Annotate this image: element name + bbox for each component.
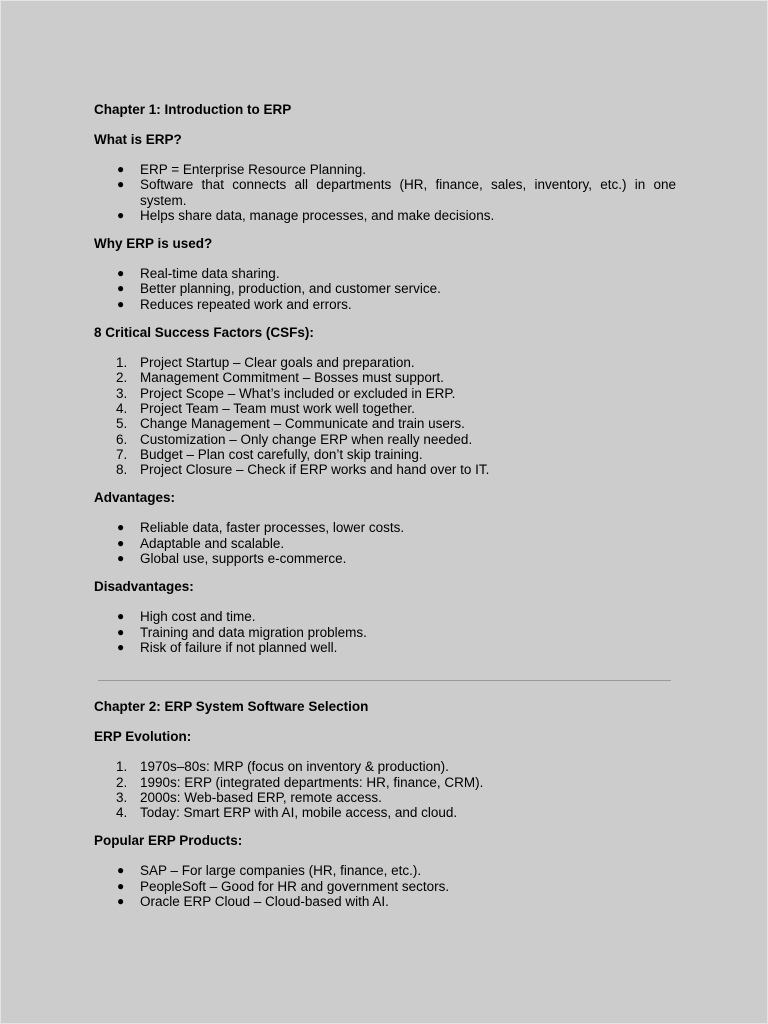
list-item-text: Adaptable and scalable. bbox=[140, 535, 285, 551]
csf-heading: 8 Critical Success Factors (CSFs): bbox=[94, 325, 314, 341]
list-item-text: Reduces repeated work and errors. bbox=[140, 296, 352, 312]
list-item-text: 1990s: ERP (integrated departments: HR, finance, CRM). bbox=[140, 774, 484, 790]
list-number: 3. bbox=[116, 789, 128, 805]
why-erp-used-heading: Why ERP is used? bbox=[94, 236, 213, 252]
bullet-icon: ● bbox=[117, 609, 125, 624]
list-item bbox=[94, 805, 676, 820]
list-item-text: Today: Smart ERP with AI, mobile access, and cloud. bbox=[140, 805, 458, 821]
list-item bbox=[94, 551, 676, 566]
list-item-text: Training and data migration problems. bbox=[140, 624, 367, 640]
list-number: 4. bbox=[116, 400, 128, 416]
bullet-icon: ● bbox=[117, 296, 125, 311]
erp-evolution-list bbox=[94, 759, 676, 820]
bullet-icon: ● bbox=[117, 177, 125, 192]
list-item-text: Project Startup – Clear goals and preparation. bbox=[140, 355, 415, 371]
list-item-text: Helps share data, manage processes, and make decisions. bbox=[140, 207, 495, 223]
advantages-heading: Advantages: bbox=[94, 490, 176, 506]
list-item-text: Software that connects all departments (HR, finance, sales, inventory, etc.) in one system. bbox=[140, 177, 676, 208]
list-item bbox=[94, 370, 676, 385]
list-item-text: Budget – Plan cost carefully, don’t skip training. bbox=[140, 446, 423, 462]
list-item bbox=[94, 879, 676, 894]
bullet-icon: ● bbox=[117, 207, 125, 222]
popular-products-heading: Popular ERP Products: bbox=[94, 833, 243, 849]
list-item bbox=[94, 790, 676, 805]
bullet-icon: ● bbox=[117, 281, 125, 296]
list-item bbox=[94, 759, 676, 774]
list-item bbox=[94, 447, 676, 462]
list-item-text: Change Management – Communicate and train users. bbox=[140, 416, 465, 432]
disadvantages-list bbox=[94, 609, 676, 655]
bullet-icon: ● bbox=[117, 639, 125, 654]
list-number: 8. bbox=[116, 462, 128, 478]
list-number: 3. bbox=[116, 385, 128, 401]
list-item-text: ERP = Enterprise Resource Planning. bbox=[140, 162, 366, 177]
list-item-text: PeopleSoft – Good for HR and government sectors. bbox=[140, 878, 450, 894]
list-item bbox=[94, 416, 676, 431]
list-item bbox=[94, 281, 676, 296]
list-item bbox=[94, 386, 676, 401]
list-item-text: Customization – Only change ERP when really needed. bbox=[140, 431, 473, 447]
list-item bbox=[94, 297, 676, 312]
csf-list bbox=[94, 355, 676, 477]
list-number: 4. bbox=[116, 805, 128, 821]
why-erp-used-list bbox=[94, 266, 676, 312]
list-item bbox=[94, 208, 676, 223]
list-number: 2. bbox=[116, 370, 128, 386]
list-item-text: High cost and time. bbox=[140, 609, 256, 625]
list-item bbox=[94, 775, 676, 790]
popular-products-list bbox=[94, 863, 676, 909]
list-number: 7. bbox=[116, 446, 128, 462]
disadvantages-heading: Disadvantages: bbox=[94, 579, 194, 595]
list-item-text: Real-time data sharing. bbox=[140, 266, 280, 282]
bullet-icon: ● bbox=[117, 162, 125, 176]
list-item bbox=[94, 401, 676, 416]
list-item-text: Project Closure – Check if ERP works and hand over to IT. bbox=[140, 462, 490, 478]
list-item-text: Risk of failure if not planned well. bbox=[140, 639, 338, 655]
list-item bbox=[94, 177, 676, 208]
chapter-2-title: Chapter 2: ERP System Software Selection bbox=[94, 699, 369, 715]
bullet-icon: ● bbox=[117, 624, 125, 639]
list-number: 1. bbox=[116, 759, 128, 775]
erp-evolution-heading: ERP Evolution: bbox=[94, 729, 192, 745]
chapter-1-title: Chapter 1: Introduction to ERP bbox=[94, 102, 292, 117]
bullet-icon: ● bbox=[117, 878, 125, 893]
list-item bbox=[94, 162, 676, 177]
list-item bbox=[94, 640, 676, 655]
bullet-icon: ● bbox=[117, 894, 125, 909]
bullet-icon: ● bbox=[117, 863, 125, 878]
list-item bbox=[94, 625, 676, 640]
list-item bbox=[94, 432, 676, 447]
list-item bbox=[94, 462, 676, 477]
bullet-icon: ● bbox=[117, 551, 125, 566]
list-number: 6. bbox=[116, 431, 128, 447]
list-item-text: Reliable data, faster processes, lower costs. bbox=[140, 520, 405, 536]
list-item-text: Global use, supports e-commerce. bbox=[140, 551, 347, 567]
list-item-text: Better planning, production, and customer service. bbox=[140, 281, 441, 297]
bullet-icon: ● bbox=[117, 520, 125, 535]
list-item-text: Management Commitment – Bosses must support. bbox=[140, 370, 444, 386]
list-item bbox=[94, 520, 676, 535]
list-item-text: Oracle ERP Cloud – Cloud-based with AI. bbox=[140, 894, 389, 910]
what-is-erp-heading: What is ERP? bbox=[94, 132, 182, 147]
list-item bbox=[94, 863, 676, 878]
list-item-text: 1970s–80s: MRP (focus on inventory & production). bbox=[140, 759, 449, 775]
list-item-text: SAP – For large companies (HR, finance, etc.). bbox=[140, 863, 422, 879]
bullet-icon: ● bbox=[117, 266, 125, 281]
list-number: 2. bbox=[116, 774, 128, 790]
advantages-list bbox=[94, 520, 676, 566]
list-item bbox=[94, 894, 676, 909]
list-item bbox=[94, 355, 676, 370]
what-is-erp-list bbox=[94, 162, 676, 223]
list-item bbox=[94, 266, 676, 281]
list-item bbox=[94, 609, 676, 624]
list-number: 1. bbox=[116, 355, 128, 371]
bullet-icon: ● bbox=[117, 535, 125, 550]
list-item-text: 2000s: Web-based ERP, remote access. bbox=[140, 789, 382, 805]
list-item-text: Project Team – Team must work well together. bbox=[140, 400, 415, 416]
list-number: 5. bbox=[116, 416, 128, 432]
list-item-text: Project Scope – What’s included or excluded in ERP. bbox=[140, 385, 456, 401]
list-item bbox=[94, 536, 676, 551]
document-body bbox=[94, 102, 676, 909]
